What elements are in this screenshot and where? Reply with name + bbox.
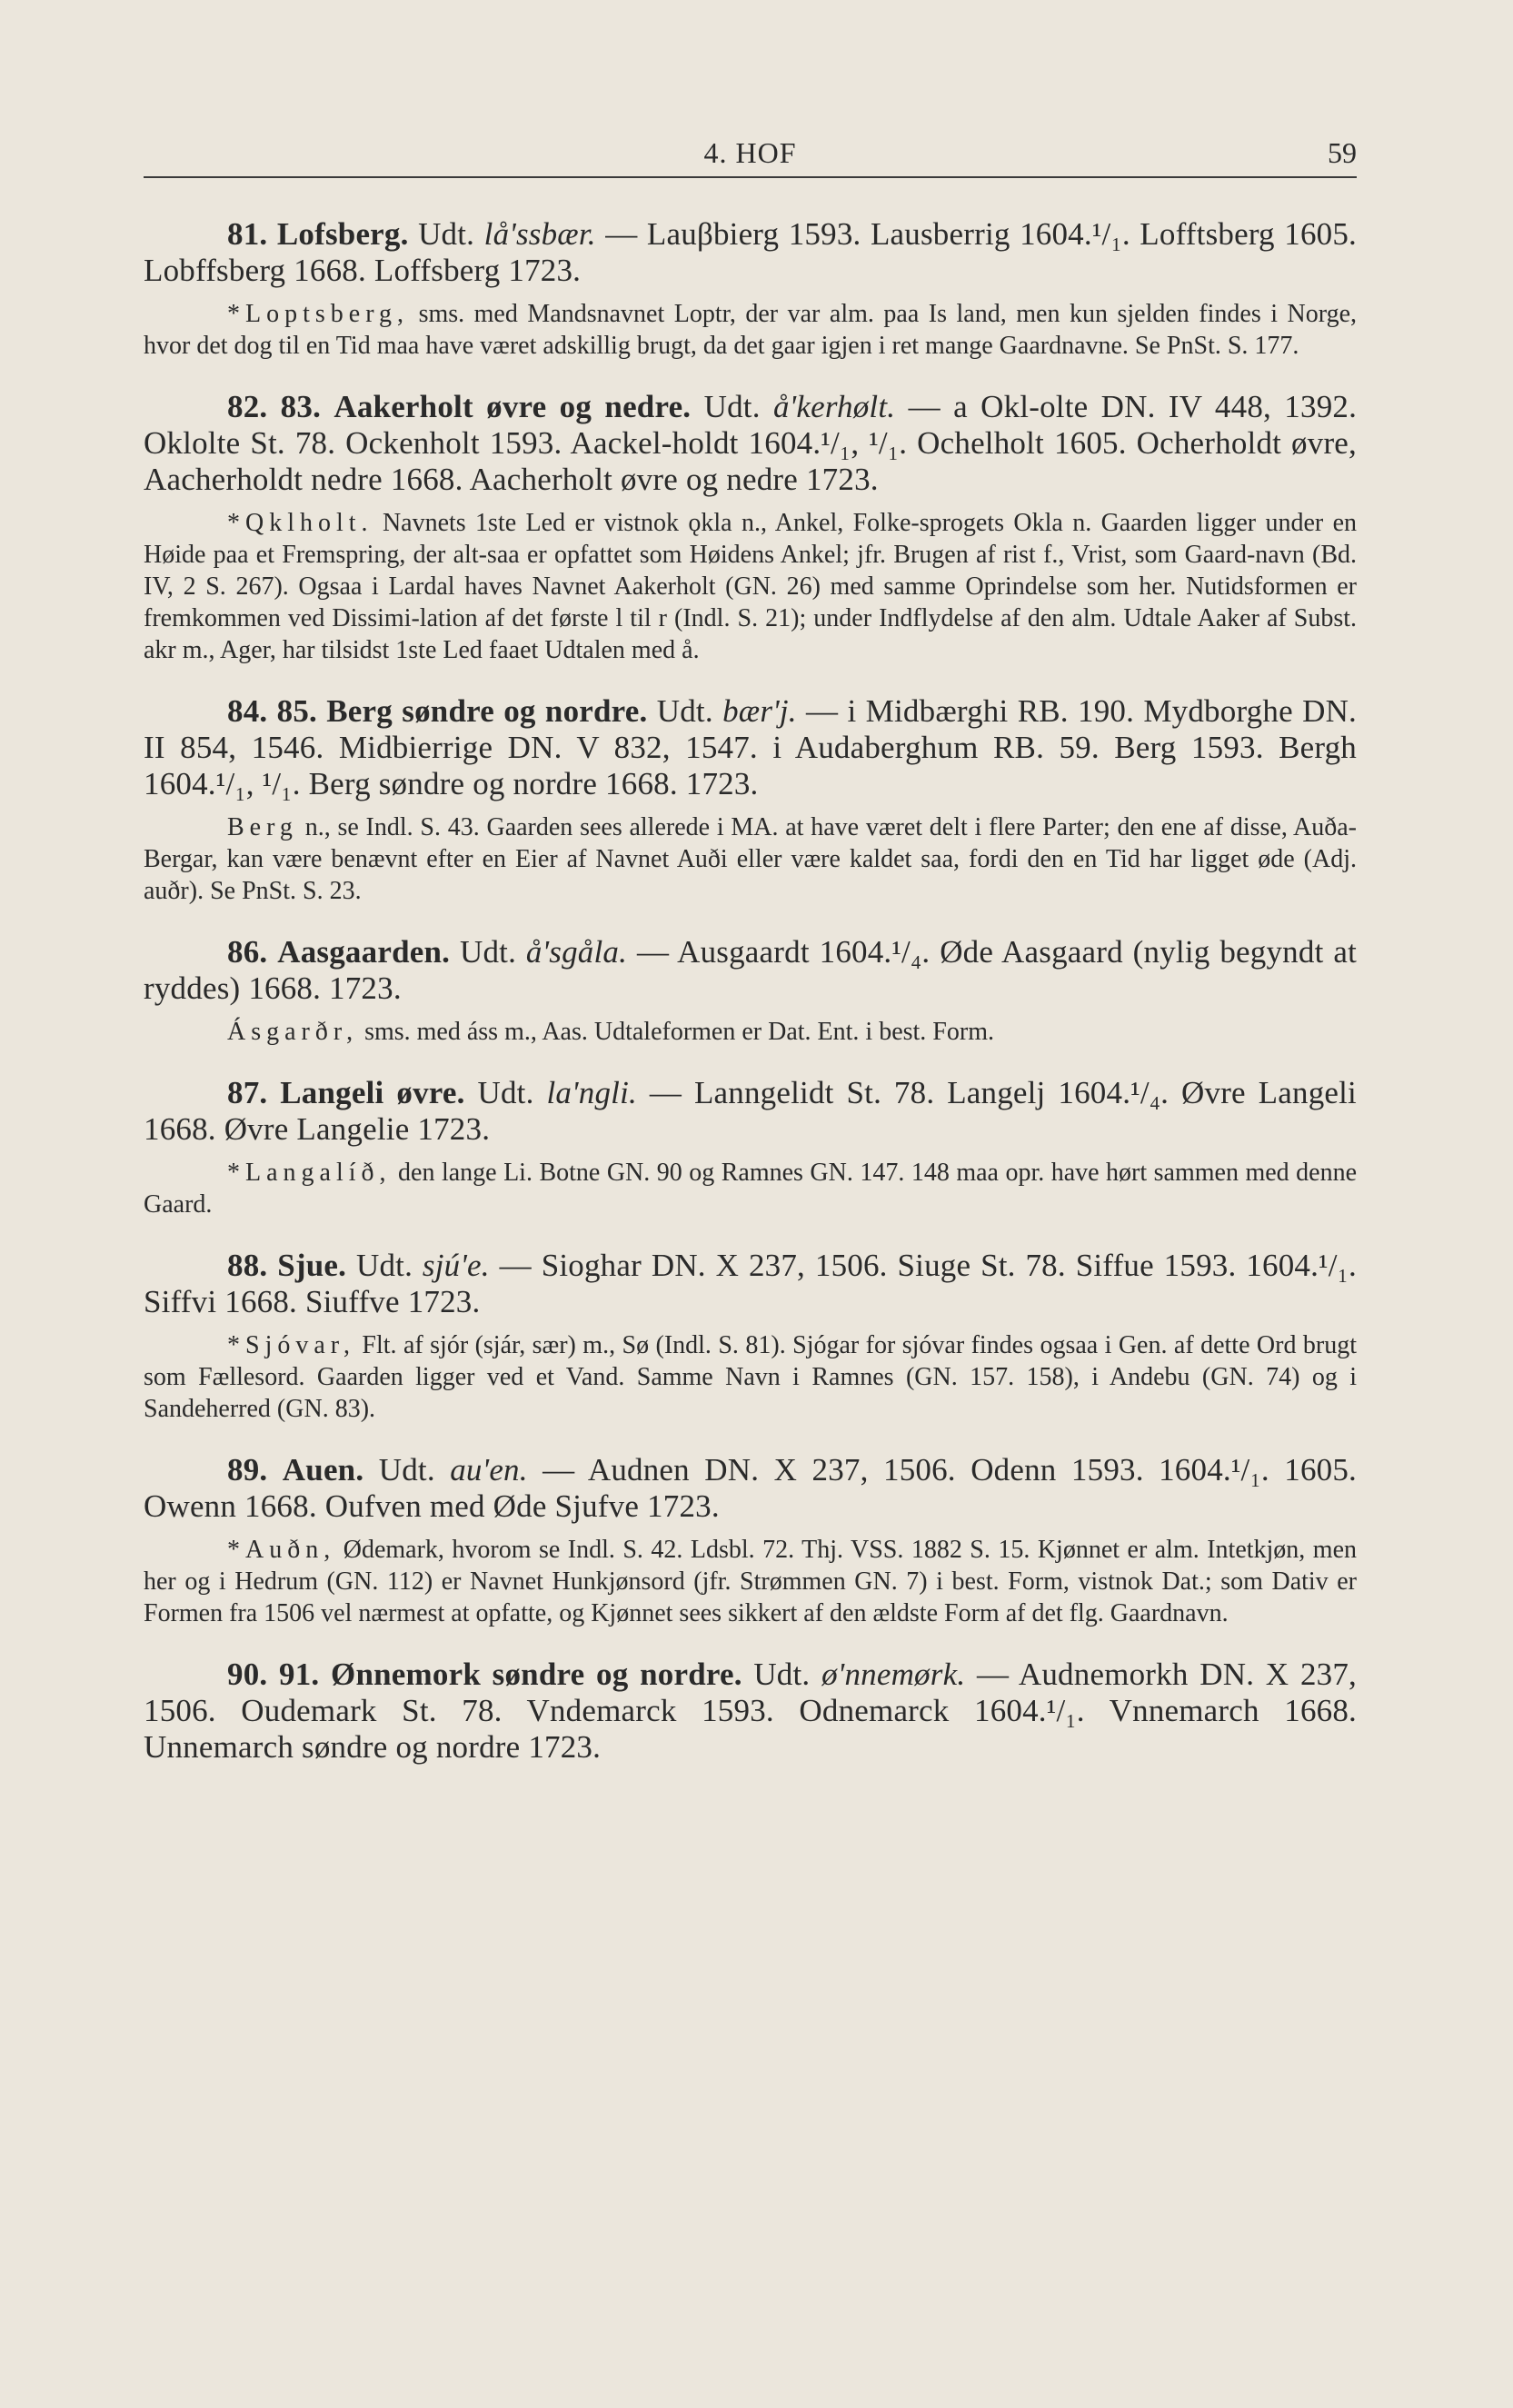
entry-main <box>144 216 1357 289</box>
pron-label: Udt. <box>459 934 517 970</box>
pron-label: Udt. <box>703 389 761 424</box>
note-key: *Auðn, <box>227 1536 336 1564</box>
pronunciation: å'sgåla. <box>525 934 628 970</box>
historical-forms: — Audnemorkh DN. X 237, 1506. Oudemark St. 78. Vndemarck 1593. Odnemarck 1604.¹/₁. Vnnemarch 1668. Unnemarch søndre og nordre 1723. <box>144 1657 1358 1765</box>
chapter-title: 4. HOF <box>703 136 797 169</box>
etymology-note <box>144 298 1357 362</box>
headword: Ønnemork søndre og nordre. <box>331 1657 742 1692</box>
etymology-note <box>144 1329 1357 1425</box>
page <box>144 134 1357 1793</box>
entry-89 <box>144 1452 1357 1629</box>
pronunciation: sjú'e. <box>422 1248 490 1283</box>
entry-86 <box>144 934 1357 1048</box>
entry-number: 82. 83. <box>227 389 322 424</box>
note-text: sms. med Mandsnavnet Loptr, der var alm. paa Is land, men kun sjelden findes i Norge, hvor det dog til en Tid maa have været adskillig brugt, da det gaar igjen i ret mange Gaardnavne. Se PnSt. S. 177. <box>144 300 1358 360</box>
entry-main <box>144 1657 1357 1766</box>
historical-forms: — Lauβbierg 1593. Lausberrig 1604.¹/₁. Lofftsberg 1605. Lobffsberg 1668. Loffsberg 1723. <box>144 216 1357 288</box>
entry-number: 88. <box>227 1248 268 1283</box>
headword: Aakerholt øvre og nedre. <box>333 389 692 424</box>
headword: Auen. <box>282 1452 364 1488</box>
entry-main <box>144 1452 1357 1525</box>
pronunciation: ø'nnemørk. <box>821 1657 966 1692</box>
entry-number: 86. <box>227 934 268 970</box>
note-key: *Loptsberg, <box>227 300 410 328</box>
pron-label: Udt. <box>477 1075 534 1110</box>
pron-label: Udt. <box>418 216 475 252</box>
pronunciation: å'kerhølt. <box>772 389 896 424</box>
entry-number: 89. <box>227 1452 268 1488</box>
pronunciation: lå'ssbær. <box>483 216 596 252</box>
headword: Sjue. <box>277 1248 347 1283</box>
historical-forms: — Ausgaardt 1604.¹/₄. Øde Aasgaard (nylig begyndt at ryddes) 1668. 1723. <box>144 934 1358 1006</box>
etymology-note <box>144 1016 1357 1048</box>
pron-label: Udt. <box>656 693 713 729</box>
entry-88 <box>144 1248 1357 1425</box>
entry-number: 81. <box>227 216 268 252</box>
entry-84-85 <box>144 693 1357 907</box>
entry-list <box>144 216 1357 1766</box>
note-text: Navnets 1ste Led er vistnok ǫkla n., Ankel, Folke-sprogets Okla n. Gaarden ligger under en Høide paa et Fremspring, der alt-saa er opfattet som Høidens Ankel; jfr. Brugen af rist f., Vrist, som Gaard-navn (Bd. IV, 2 S. 267). Ogsaa i Lardal haves Navnet Aakerholt (GN. 26) med samme Oprindelse som her. Nutidsformen er fremkommen ved Dissimi-lation af det første l til r (Indl. S. 21); under Indflydelse af den alm. Udtale Aaker af Subst. akr m., Ager, har tilsidst 1ste Led faaet Udtalen med å. <box>144 509 1358 664</box>
etymology-note <box>144 1534 1357 1629</box>
running-head <box>144 134 1357 178</box>
headword: Berg søndre og nordre. <box>326 693 648 729</box>
pronunciation: bær'j. <box>722 693 797 729</box>
note-text: sms. med áss m., Aas. Udtaleformen er Dat. Ent. i best. Form. <box>364 1018 994 1046</box>
historical-forms: — a Okl-olte DN. IV 448, 1392. Oklolte St. 78. Ockenholt 1593. Aackel-holdt 1604.¹/₁, ¹/₁. Ochelholt 1605. Ocherholdt øvre, Aacherholdt nedre 1668. Aacherholt øvre og nedre 1723. <box>144 389 1358 497</box>
entry-number: 87. <box>227 1075 268 1110</box>
entry-main <box>144 693 1357 802</box>
headword: Aasgaarden. <box>277 934 451 970</box>
etymology-note <box>144 811 1357 907</box>
historical-forms: — Audnen DN. X 237, 1506. Odenn 1593. 1604.¹/₁. 1605. Owenn 1668. Oufven med Øde Sjufve 1723. <box>144 1452 1358 1524</box>
historical-forms: — i Midbærghi RB. 190. Mydborghe DN. II 854, 1546. Midbierrige DN. V 832, 1547. i Audaberghum RB. 59. Berg 1593. Bergh 1604.¹/₁, ¹/₁. Berg søndre og nordre 1668. 1723. <box>144 693 1357 801</box>
entry-87 <box>144 1075 1357 1220</box>
note-key: Berg <box>227 813 298 841</box>
note-text: den lange Li. Botne GN. 90 og Ramnes GN. 147. 148 maa opr. have hørt sammen med denne Gaard. <box>144 1159 1358 1219</box>
note-text: Flt. af sjór (sjár, sær) m., Sø (Indl. S. 81). Sjógar for sjóvar findes ogsaa i Gen. af dette Ord brugt som Fællesord. Gaarden ligger ved et Vand. Samme Navn i Ramnes (GN. 157. 158), i Andebu (GN. 74) og i Sandeherred (GN. 83). <box>144 1331 1358 1423</box>
etymology-note <box>144 507 1357 666</box>
note-key: *Langalíð, <box>227 1159 392 1187</box>
page-number: 59 <box>1328 136 1357 169</box>
entry-main <box>144 1248 1357 1320</box>
headword: Langeli øvre. <box>280 1075 465 1110</box>
entry-81 <box>144 216 1357 362</box>
entry-main <box>144 934 1357 1007</box>
historical-forms: — Lanngelidt St. 78. Langelj 1604.¹/₄. Øvre Langeli 1668. Øvre Langelie 1723. <box>144 1075 1357 1147</box>
entry-82-83 <box>144 389 1357 666</box>
historical-forms: — Sioghar DN. X 237, 1506. Siuge St. 78. Siffue 1593. 1604.¹/₁. Siffvi 1668. Siuffve 1723. <box>144 1248 1358 1319</box>
note-key: *Sjóvar, <box>227 1331 355 1359</box>
note-text: Ødemark, hvorom se Indl. S. 42. Ldsbl. 72. Thj. VSS. 1882 S. 15. Kjønnet er alm. Intetkjøn, men her og i Hedrum (GN. 112) er Navnet Hunkjønsord (jfr. Strømmen GN. 7) i best. Form, vistnok Dat.; som Dativ er Formen fra 1506 vel nærmest at opfatte, og Kjønnet sees sikkert af den ældste Form af det flg. Gaardnavn. <box>144 1536 1357 1627</box>
entry-90-91 <box>144 1657 1357 1766</box>
pron-label: Udt. <box>378 1452 435 1488</box>
entry-main <box>144 1075 1357 1148</box>
entry-number: 90. 91. <box>227 1657 320 1692</box>
headword: Lofsberg. <box>276 216 409 252</box>
pronunciation: la'ngli. <box>546 1075 637 1110</box>
pron-label: Udt. <box>355 1248 413 1283</box>
note-text: n., se Indl. S. 43. Gaarden sees allerede i MA. at have været delt i flere Parter; den ene af disse, Auða-Bergar, kan være benævnt efter en Eier af Navnet Auði eller være kaldet saa, fordi den en Tid har ligget øde (Adj. auðr). Se PnSt. S. 23. <box>144 813 1357 905</box>
pronunciation: au'en. <box>450 1452 528 1488</box>
note-key: Ásgarðr, <box>227 1018 359 1046</box>
entry-number: 84. 85. <box>227 693 317 729</box>
note-key: *Qklholt. <box>227 509 373 537</box>
entry-main <box>144 389 1357 498</box>
pron-label: Udt. <box>753 1657 811 1692</box>
etymology-note <box>144 1157 1357 1220</box>
